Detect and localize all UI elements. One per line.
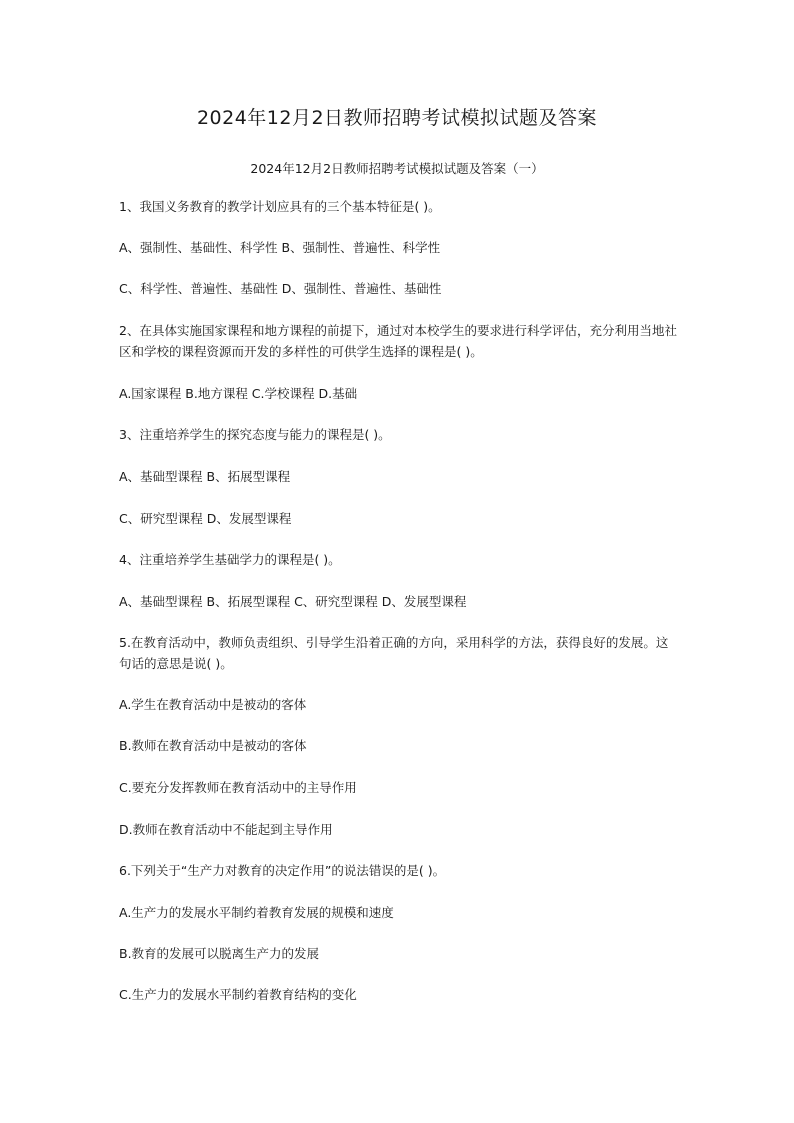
question-4: 4、注重培养学生基础学力的课程是( )。 [119,552,341,567]
question-3-options-cd: C、研究型课程 D、发展型课程 [119,511,292,526]
question-1: 1、我国义务教育的教学计划应具有的三个基本特征是( )。 [119,199,441,214]
document-subtitle: 2024年12月2日教师招聘考试模拟试题及答案（一） [250,161,544,176]
question-5-option-b: B.教师在教育活动中是被动的客体 [119,738,307,753]
question-1-options-cd: C、科学性、普遍性、基础性 D、强制性、普遍性、基础性 [119,281,442,296]
question-3-options-ab: A、基础型课程 B、拓展型课程 [119,469,291,484]
question-6-option-c: C.生产力的发展水平制约着教育结构的变化 [119,987,357,1002]
question-1-options-ab: A、强制性、基础性、科学性 B、强制性、普遍性、科学性 [119,240,441,255]
document-title: 2024年12月2日教师招聘考试模拟试题及答案 [196,107,598,129]
question-5-option-c: C.要充分发挥教师在教育活动中的主导作用 [119,780,357,795]
question-3: 3、注重培养学生的探究态度与能力的课程是( )。 [119,427,391,442]
question-2: 2、在具体实施国家课程和地方课程的前提下，通过对本校学生的要求进行科学评估，充分利用当地社区和学校的课程资源而开发的多样性的可供学生选择的课程是( )。 [119,323,677,359]
question-6-option-b: B.教育的发展可以脱离生产力的发展 [119,946,320,961]
question-6: 6.下列关于“生产力对教育的决定作用”的说法错误的是( )。 [119,863,446,878]
question-5-option-d: D.教师在教育活动中不能起到主导作用 [119,822,333,837]
question-5-option-a: A.学生在教育活动中是被动的客体 [119,697,307,712]
document-body [119,196,679,1005]
question-2-options: A.国家课程 B.地方课程 C.学校课程 D.基础 [119,386,358,401]
question-6-option-a: A.生产力的发展水平制约着教育发展的规模和速度 [119,905,394,920]
question-5: 5.在教育活动中，教师负责组织、引导学生沿着正确的方向，采用科学的方法，获得良好的发展。这句话的意思是说( )。 [119,635,669,671]
question-4-options: A、基础型课程 B、拓展型课程 C、研究型课程 D、发展型课程 [119,594,467,609]
